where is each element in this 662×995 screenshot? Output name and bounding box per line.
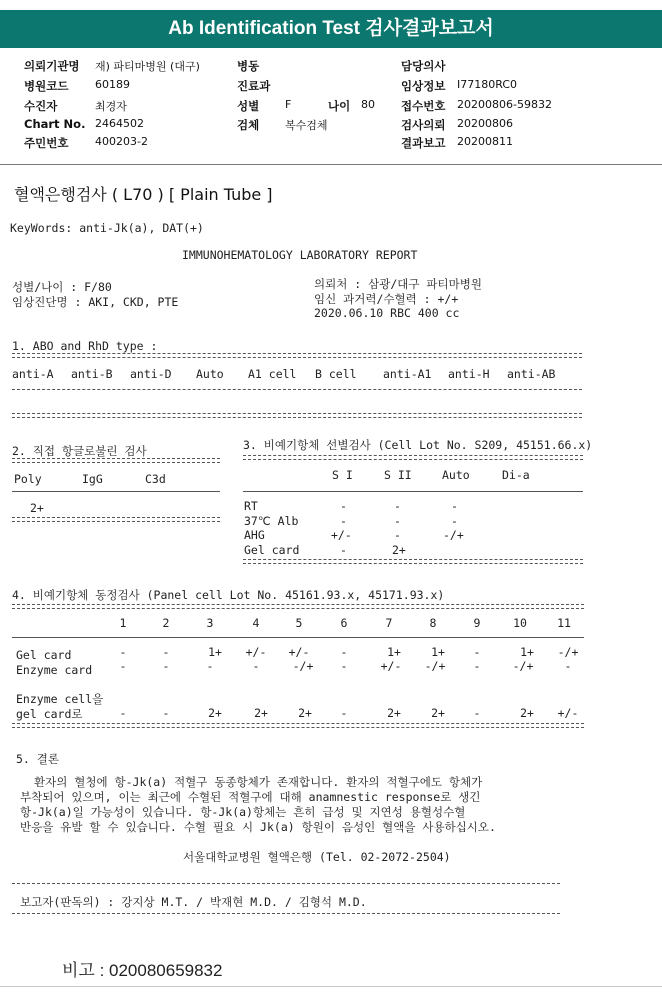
dat-header: Poly [14, 472, 42, 486]
panel-cell: -/+ [292, 659, 314, 673]
hospital-code-label: 병원코드 [24, 79, 69, 93]
reporter: 보고자(판독의) : 강지상 M.T. / 박재현 M.D. / 김형석 M.D. [20, 895, 367, 909]
panel-row-label: Enzyme cell을 [16, 692, 104, 706]
screen-row-label: Gel card [244, 543, 300, 557]
panel-row-label: Enzyme card [16, 663, 93, 677]
abo-header: anti-D [130, 367, 172, 381]
section2-rule-mid [12, 491, 220, 492]
panel-cell: 2+ [254, 706, 268, 720]
panel-cell: - [473, 706, 481, 720]
section1-rule-bottom [12, 413, 582, 418]
clinical-info-value: I77180RC0 [457, 78, 518, 91]
screen-header: Auto [442, 468, 470, 482]
screen-row-label: RT [244, 499, 258, 513]
screen-cell: - [394, 514, 401, 528]
screen-cell: - [451, 499, 458, 513]
panel-cell: - [206, 659, 214, 673]
conclusion-line: 반응을 유발 할 수 있습니다. 수혈 필요 시 Jk(a) 항원이 음성인 혈액을 사용하십시오. [20, 820, 496, 834]
panel-cell: - [162, 659, 170, 673]
reporter-rule-bottom [12, 913, 560, 914]
dat-value: 2+ [30, 501, 44, 515]
panel-column: 2 [162, 616, 170, 630]
abo-header: anti-H [448, 367, 490, 381]
section2-title: 2. 직접 항글로불린 검사 [12, 444, 147, 458]
keywords: KeyWords: anti-Jk(a), DAT(+) [10, 221, 204, 235]
section3-title: 3. 비예기항체 선별검사 (Cell Lot No. S209, 45151.66.x) [243, 438, 593, 452]
panel-cell: - [119, 706, 127, 720]
abo-header: anti-A [12, 367, 54, 381]
panel-cell: - [162, 645, 170, 659]
ward-label: 병동 [237, 59, 260, 73]
report-title: 혈액은행검사 ( L70 ) [ Plain Tube ] [14, 185, 273, 204]
abo-header: B cell [315, 367, 357, 381]
panel-column: 10 [513, 616, 527, 630]
conclusion-line: 환자의 혈청에 항-Jk(a) 적혈구 동종항체가 존재합니다. 환자의 적혈구에도 항체가 [34, 775, 483, 789]
section2-rule-bottom [12, 517, 220, 522]
screen-header: S I [332, 468, 353, 482]
panel-cell: -/+ [424, 659, 446, 673]
panel-cell: - [162, 706, 170, 720]
abo-header: anti-B [71, 367, 113, 381]
panel-cell: 2+ [208, 706, 222, 720]
panel-column: 5 [295, 616, 303, 630]
panel-cell: - [340, 645, 348, 659]
sex-value: F [285, 98, 292, 111]
screen-row-label: AHG [244, 528, 265, 542]
report-date-value: 20200811 [457, 135, 513, 148]
patient-diagnosis: 임상진단명 : AKI, CKD, PTE [12, 295, 179, 309]
section3-rule-bottom [243, 559, 583, 564]
panel-cell: - [119, 645, 127, 659]
resident-no-label: 주민번호 [24, 136, 69, 150]
header-divider [0, 164, 662, 165]
hospital-code-value: 60189 [95, 78, 130, 91]
specimen-label: 검체 [237, 118, 260, 132]
requester: 의뢰처 : 삼광/대구 파티마병원 [314, 277, 482, 291]
screen-cell: - [394, 499, 401, 513]
abo-header: A1 cell [248, 367, 297, 381]
specimen-value: 복수검체 [285, 119, 328, 132]
panel-cell: - [252, 659, 260, 673]
screen-cell: +/- [331, 528, 352, 542]
section4-rule-bottom [12, 723, 584, 728]
chart-no-value: 2464502 [95, 117, 144, 130]
panel-column: 8 [429, 616, 437, 630]
panel-cell: 2+ [298, 706, 312, 720]
patient-value: 최경자 [95, 100, 127, 113]
abo-header: Auto [196, 367, 224, 381]
report-banner: Ab Identification Test 검사결과보고서 [0, 10, 662, 48]
screen-header: Di-a [502, 468, 530, 482]
section1-rule-mid [12, 389, 582, 390]
abo-header: anti-A1 [383, 367, 432, 381]
footer-note: 비고 : 020080659832 [62, 961, 223, 980]
resident-no-value: 400203-2 [95, 135, 148, 148]
screen-cell: - [340, 514, 347, 528]
patient-sex-age: 성별/나이 : F/80 [12, 280, 112, 294]
screen-cell: -/+ [443, 528, 464, 542]
screen-header: S II [384, 468, 412, 482]
chart-no-label: Chart No. [24, 117, 86, 131]
section1-title: 1. ABO and RhD type : [12, 339, 158, 353]
section3-rule-top [243, 455, 583, 460]
section2-rule-top [12, 458, 220, 463]
section4-rule-mid [12, 637, 584, 638]
panel-column: 11 [557, 616, 571, 630]
panel-cell: 2+ [431, 706, 445, 720]
panel-cell: 1+ [208, 645, 222, 659]
panel-cell: 1+ [520, 645, 534, 659]
conclusion-line: 항-Jk(a)일 가능성이 있습니다. 항-Jk(a)항체는 흔히 급성 및 지연성 용혈성수혈 [20, 805, 466, 819]
panel-cell: +/- [380, 659, 402, 673]
bottom-divider [0, 986, 662, 987]
panel-cell: +/- [288, 645, 310, 659]
panel-cell: - [119, 659, 127, 673]
sex-label: 성별 [237, 99, 260, 113]
panel-cell: +/- [245, 645, 267, 659]
doctor-label: 담당의사 [401, 59, 446, 73]
panel-row-label: Gel card [16, 648, 72, 662]
request-date-label: 검사의뢰 [401, 118, 446, 132]
section4-rule-top [12, 604, 584, 609]
department-label: 진료과 [237, 79, 271, 93]
panel-cell: - [340, 706, 348, 720]
section5-title: 5. 결론 [16, 752, 59, 766]
pregnancy-history: 임신 과거력/수혈력 : +/+ [314, 292, 459, 306]
hospital-value: 재) 파티마병원 (대구) [95, 60, 200, 73]
panel-cell: - [340, 659, 348, 673]
section1-rule-top [12, 353, 582, 358]
panel-cell: 2+ [387, 706, 401, 720]
panel-column: 9 [473, 616, 481, 630]
section4-title: 4. 비예기항체 동정검사 (Panel cell Lot No. 45161.93.x, 45171.93.x) [12, 588, 445, 602]
transfusion-history: 2020.06.10 RBC 400 cc [314, 306, 460, 320]
screen-cell: - [394, 528, 401, 542]
panel-cell: -/+ [557, 645, 579, 659]
panel-cell: - [473, 659, 481, 673]
panel-column: 4 [252, 616, 260, 630]
panel-cell: - [564, 659, 572, 673]
panel-cell: 1+ [387, 645, 401, 659]
screen-row-label: 37℃ Alb [244, 514, 299, 528]
section3-rule-mid [243, 491, 583, 492]
dat-header: IgG [82, 472, 103, 486]
age-value: 80 [361, 98, 375, 111]
request-date-value: 20200806 [457, 117, 513, 130]
panel-cell: +/- [557, 706, 579, 720]
screen-cell: 2+ [392, 543, 406, 557]
abo-header: anti-AB [507, 367, 556, 381]
panel-cell: -/+ [512, 659, 534, 673]
patient-label: 수진자 [24, 99, 58, 113]
panel-column: 6 [340, 616, 348, 630]
age-label: 나이 [328, 99, 351, 113]
panel-column: 3 [206, 616, 214, 630]
screen-cell: - [340, 499, 347, 513]
reporter-rule-top [12, 883, 560, 884]
receipt-no-value: 20200806-59832 [457, 98, 552, 111]
conclusion-line: 부착되어 있으며, 이는 최근에 수혈된 적혈구에 대해 anamnestic response로 생긴 [20, 790, 481, 804]
lab-title: IMMUNOHEMATOLOGY LABORATORY REPORT [182, 248, 418, 262]
panel-column: 7 [385, 616, 393, 630]
screen-cell: - [340, 543, 347, 557]
clinical-info-label: 임상정보 [401, 79, 446, 93]
lab-signature: 서울대학교병원 혈액은행 (Tel. 02-2072-2504) [183, 850, 451, 864]
dat-header: C3d [145, 472, 166, 486]
screen-cell: - [451, 514, 458, 528]
hospital-label: 의뢰기관명 [24, 59, 80, 73]
receipt-no-label: 접수번호 [401, 99, 446, 113]
panel-column: 1 [119, 616, 127, 630]
panel-row-label-2: gel card로 [16, 707, 83, 721]
report-date-label: 결과보고 [401, 136, 446, 150]
panel-cell: 1+ [431, 645, 445, 659]
panel-cell: 2+ [520, 706, 534, 720]
panel-cell: - [473, 645, 481, 659]
